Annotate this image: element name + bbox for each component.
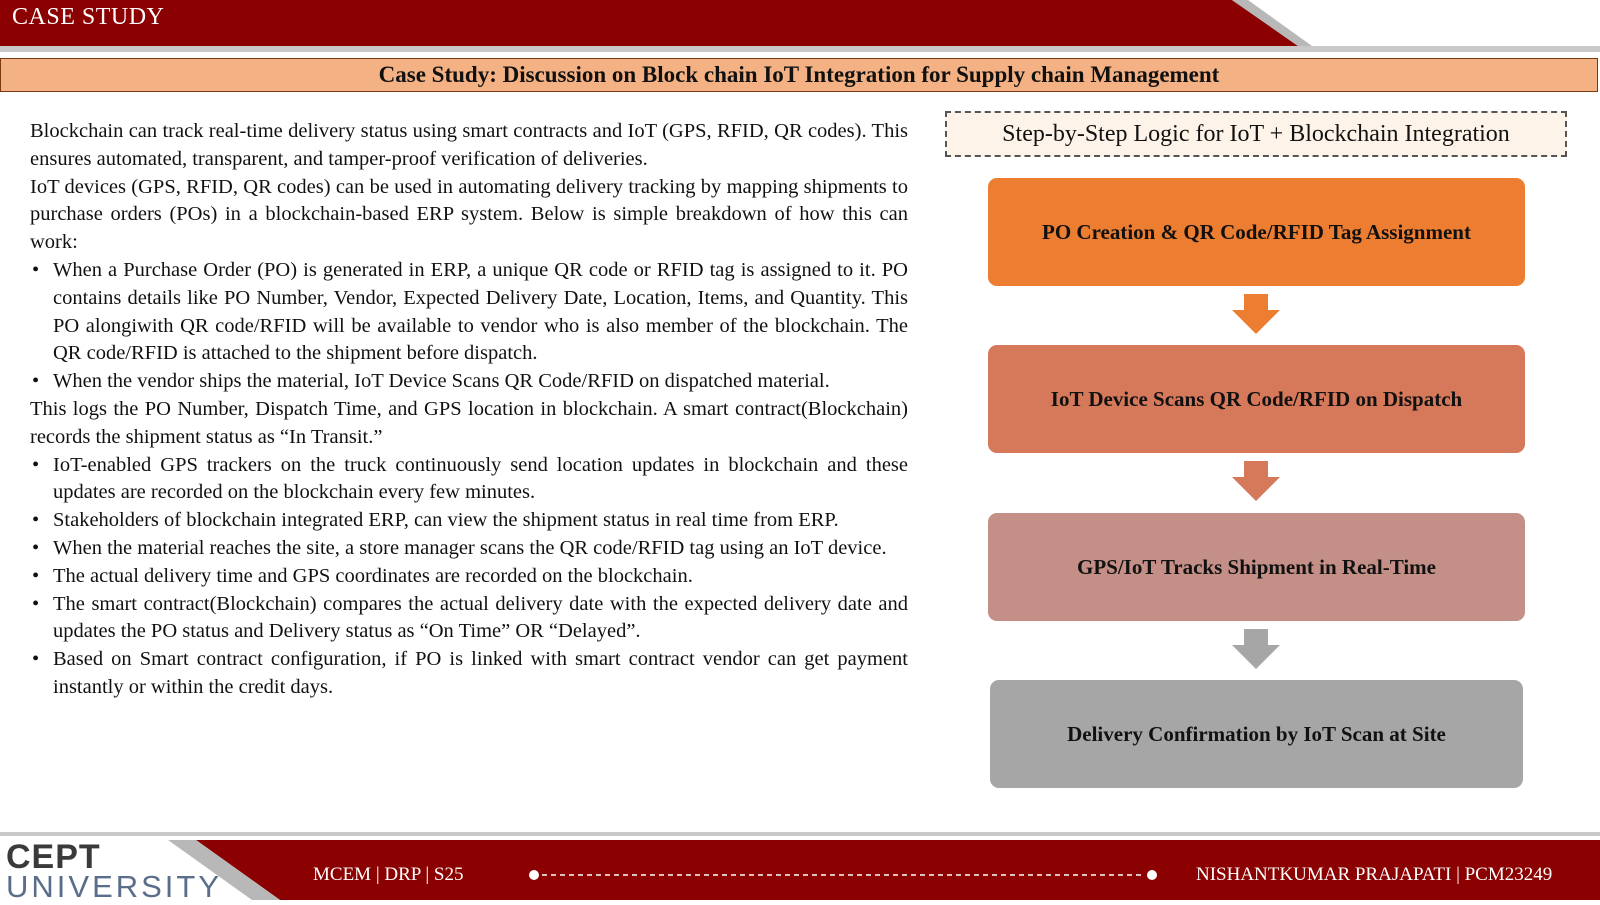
step-box-gps-tracking: [988, 513, 1525, 621]
step-label: GPS/IoT Tracks Shipment in Real-Time: [1077, 554, 1436, 579]
list-item: • When the material reaches the site, a store manager scans the QR code/RFID tag using an IoT device.: [30, 535, 908, 563]
header-bar: [0, 0, 1600, 52]
logo-text-bottom: UNIVERSITY: [6, 869, 223, 904]
bullet-list-1: [30, 257, 908, 396]
list-item: • When a Purchase Order (PO) is generated in ERP, a unique QR code or RFID tag is assigned to it. PO contains details like PO Number, Vendor, Expected Delivery Date, Location, Items, and Quantity. This PO alongiwith QR code/RFID will be available to vendor who is also member of the blockchain. The QR code/RFID is attached to the shipment before dispatch.: [30, 257, 908, 368]
body-text: [30, 118, 908, 702]
list-item: • The actual delivery time and GPS coordinates are recorded on the blockchain.: [30, 563, 908, 591]
step-heading: Step-by-Step Logic for IoT + Blockchain Integration: [945, 111, 1567, 157]
down-arrow-icon: [1230, 461, 1282, 503]
down-arrow-icon: [1230, 294, 1282, 336]
list-item: • IoT-enabled GPS trackers on the truck continuously send location updates in blockchain and these updates are recorded on the blockchain every few minutes.: [30, 452, 908, 508]
list-item: • When the vendor ships the material, IoT Device Scans QR Code/RFID on dispatched material.: [30, 368, 908, 396]
bullet-list-2: [30, 452, 908, 702]
paragraph-iot: IoT devices (GPS, RFID, QR codes) can be used in automating delivery tracking by mapping shipments to purchase orders (POs) in a blockchain-based ERP system. Below is simple breakdown of how this can work:: [30, 175, 908, 254]
list-item: • Stakeholders of blockchain integrated ERP, can view the shipment status in real time from ERP.: [30, 507, 908, 535]
author-name: NISHANTKUMAR PRAJAPATI | PCM23249: [1196, 864, 1553, 885]
footer-divider: [0, 832, 1600, 836]
list-item: • The smart contract(Blockchain) compares the actual delivery date with the expected delivery date and updates the PO status and Delivery status as “On Time” OR “Delayed”.: [30, 591, 908, 647]
down-arrow-icon: [1230, 629, 1282, 671]
logo-text-top: CEPT: [6, 838, 101, 876]
step-label: PO Creation & QR Code/RFID Tag Assignment: [1042, 219, 1471, 244]
paragraph-logs: This logs the PO Number, Dispatch Time, and GPS location in blockchain. A smart contract(Blockchain) records the shipment status as “In Transit.”: [30, 397, 908, 448]
step-label: Delivery Confirmation by IoT Scan at Site: [1067, 721, 1446, 746]
step-box-delivery-confirmation: [990, 680, 1523, 788]
step-box-po-creation: [988, 178, 1525, 286]
course-code: MCEM | DRP | S25: [313, 864, 464, 885]
paragraph-intro: Blockchain can track real-time delivery status using smart contracts and IoT (GPS, RFID, QR codes). This ensures automated, transparent, and tamper-proof verification of deliveries.: [30, 120, 908, 170]
header-title: CASE STUDY: [12, 4, 165, 30]
list-item: • Based on Smart contract configuration, if PO is linked with smart contract vendor can get payment instantly or within the credit days.: [30, 646, 908, 702]
slide-title: Case Study: Discussion on Block chain IoT Integration for Supply chain Management: [378, 62, 1220, 87]
step-box-dispatch-scan: [988, 345, 1525, 453]
title-band: [0, 58, 1598, 92]
cept-university-logo: [6, 838, 223, 904]
footer-dotted-line: [528, 868, 1158, 882]
step-label: IoT Device Scans QR Code/RFID on Dispatch: [1050, 386, 1463, 411]
